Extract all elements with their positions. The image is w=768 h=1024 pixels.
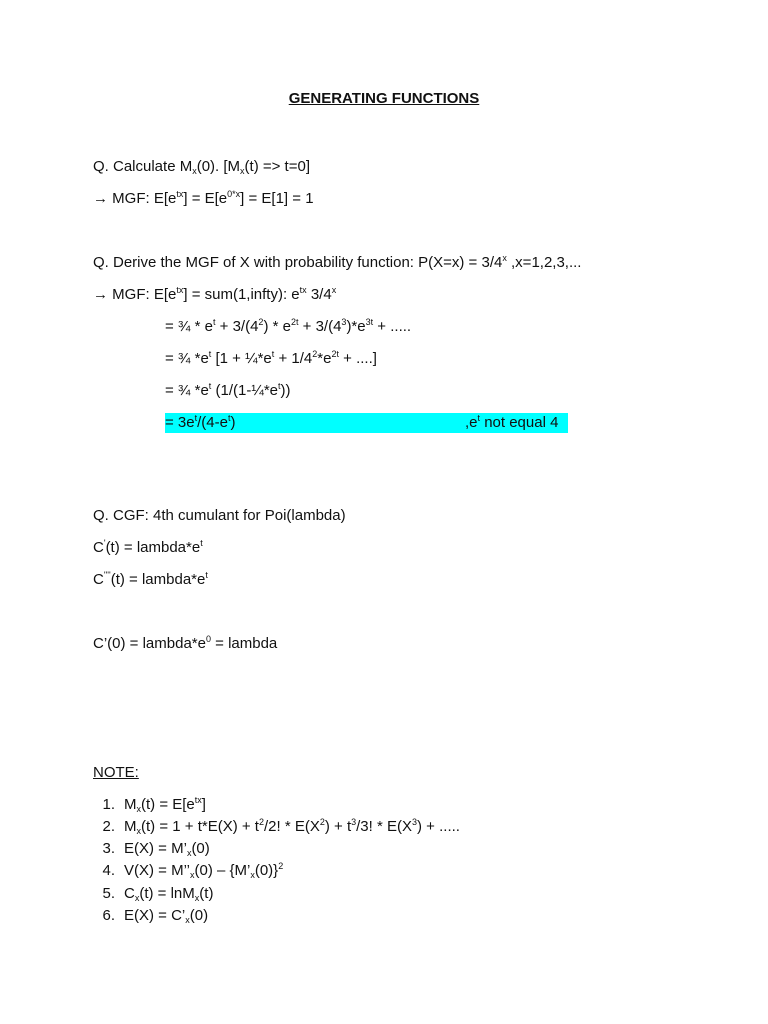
- result-condition: $,e^t$ not equal 4: [465, 413, 559, 431]
- derivation-step-2: = ¾ $*e^t$ [$1 + \frac{1}{4}*e^t + 1/4^2*e^{2t}$ + ....]: [165, 349, 377, 367]
- document-title: GENERATING FUNCTIONS: [288, 90, 480, 107]
- note-item-5: 5. $C_x(t) = \ln M_x(t)$: [102, 885, 214, 903]
- first-derivative: $C'(t) = lambda*e^t$: [93, 538, 203, 556]
- question-1: Q. Calculate $M_x(0)$. $[M_x(t) => t=0]$: [93, 158, 310, 176]
- question-3: Q. CGF: 4th cumulant for Poi(lambda): [93, 507, 346, 524]
- note-item-3: 3. $E(X) = M’_x(0)$: [102, 840, 210, 858]
- highlighted-result: [165, 413, 568, 433]
- note-item-4: 4. $V(X) = M’’_x(0)$ – $\{M’_x(0)\}^2$: [102, 861, 284, 880]
- derivation-step-3: = ¾ $*e^t$ $(1/(1-\frac{1}{4}*e^t))$: [165, 381, 291, 399]
- note-heading: NOTE:: [93, 764, 139, 781]
- note-item-2: 2. $M_x(t) = 1 + t*E(X) + t^2/2$! * $E(X^2) + t^3/3$! * $E(X^3)$ + .....: [102, 817, 460, 836]
- question-2: Q. Derive the MGF of X with probability function: $P(X=x) = 3/4^x$ ,x=1,2,3,...: [93, 253, 582, 271]
- note-item-6: 6. $E(X) = C’_x(0)$: [102, 907, 209, 925]
- result-expression: = $3e^t/(4-e^t)$: [165, 413, 236, 431]
- note-item-1: 1. $M_x(t) = E[e^{tx}]$: [102, 795, 206, 814]
- derivation-step-1: = ¾ * $e^t + 3/(4^2) * e^{2t} + 3/(4^3)*e^{3t}$ + .....: [165, 317, 412, 335]
- cumulant-at-zero: C’(0) = $lambda*e^0$ = lambda: [93, 634, 278, 652]
- answer-2: → MGF: $E[e^{tx}]$ = sum(1,infty): $e^{tx}$ 3/4$^x$: [93, 285, 337, 303]
- answer-1: → MGF: $E[e^{tx}] = E[e^{0*x}] = E[1] = 1$: [93, 189, 314, 207]
- fourth-derivative: $C''''(t) = lambda*e^t$: [93, 570, 208, 588]
